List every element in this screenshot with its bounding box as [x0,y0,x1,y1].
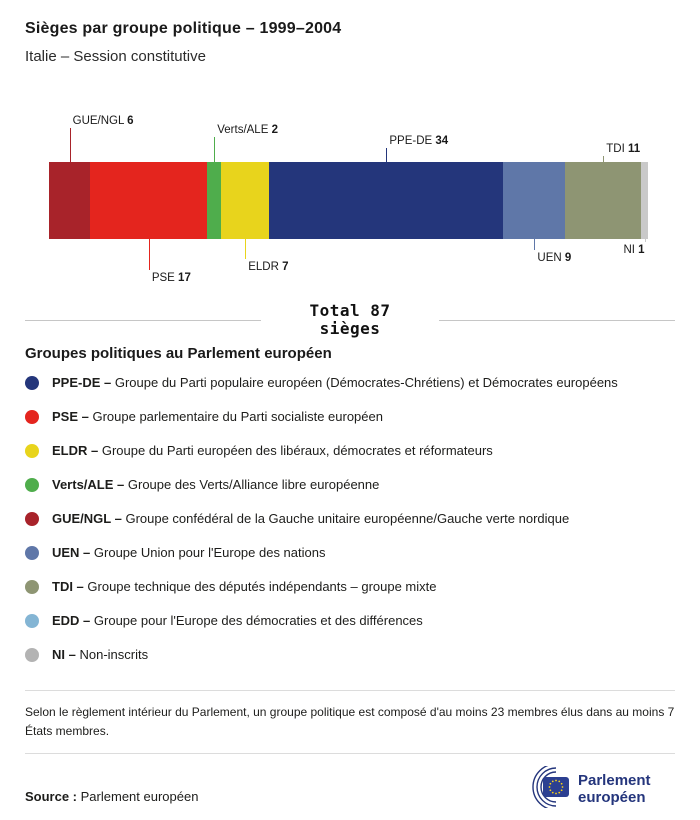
legend-item-pse [25,400,675,434]
bar-segment-gue-ngl [49,162,90,239]
callout-line-verts-ale [214,137,215,162]
callout-line-uen [534,239,535,250]
callout-label-uen: UEN 9 [537,252,572,264]
callout-label-verts-ale: Verts/ALE 2 [217,124,278,136]
callout-label-ni: NI 1 [623,244,645,256]
legend-label: UEN – Groupe Union pour l'Europe des nations [52,545,326,561]
bar-segment-verts-ale [207,162,221,239]
callout-line-tdi [603,156,604,162]
legend-item-edd [25,604,675,638]
legend-item-ni [25,638,675,672]
bar-segment-tdi [565,162,641,239]
legend-swatch-icon [25,580,39,594]
source-label: Source : [25,789,78,805]
page-subtitle: Italie – Session constitutive [25,48,206,65]
legend-swatch-icon [25,478,39,492]
footer [25,766,675,808]
legend-swatch-icon [25,546,39,560]
callout-label-eldr: ELDR 7 [248,261,289,273]
legend-item-eldr [25,434,675,468]
callout-label-pse: PSE 17 [151,272,191,284]
legend-list [25,366,675,672]
page-title: Sièges par groupe politique – 1999–2004 [25,20,342,37]
legend-swatch-icon [25,614,39,628]
legend-item-ppe-de [25,366,675,400]
legend-swatch-icon [25,444,39,458]
legend-item-tdi [25,570,675,604]
footnote: Selon le règlement intérieur du Parlement, un groupe politique est composé d'au moins 23 membres élus dans au moins 7 États membres. [25,704,675,738]
legend-label: NI – Non-inscrits [52,647,149,663]
logo-wordmark-line1: Parlement [578,772,651,790]
bar-segment-ppe-de [269,162,503,239]
source-value: Parlement européen [80,789,199,805]
legend-label: PSE – Groupe parlementaire du Parti socialiste européen [52,409,383,425]
total-rule-right [439,320,675,321]
total-seats-unit: sièges [319,319,381,339]
legend-item-uen [25,536,675,570]
total-seats-value: Total 87 [309,301,391,320]
legend-swatch-icon [25,512,39,526]
legend-item-gue-ngl [25,502,675,536]
bar-segment-ni [641,162,648,239]
legend-heading: Groupes politiques au Parlement européen [25,344,332,362]
stacked-bar [49,162,648,239]
legend-label: TDI – Groupe technique des députés indépendants – groupe mixte [52,579,437,595]
callout-line-ni [645,239,646,242]
divider-bottom [25,753,675,754]
callout-line-gue-ngl [70,128,71,162]
legend-label: GUE/NGL – Groupe confédéral de la Gauche unitaire européenne/Gauche verte nordique [52,511,570,527]
total-seats-row [25,302,675,339]
callout-label-ppe-de: PPE-DE 34 [389,135,449,147]
legend-swatch-icon [25,410,39,424]
callout-line-eldr [245,239,246,259]
legend-item-verts-ale [25,468,675,502]
european-parliament-logo [497,766,675,808]
callout-label-tdi: TDI 11 [606,143,641,155]
legend-label: ELDR – Groupe du Parti européen des libéraux, démocrates et réformateurs [52,443,493,459]
total-rule-left [25,320,261,321]
bar-segment-pse [90,162,207,239]
legend-label: Verts/ALE – Groupe des Verts/Alliance libre européenne [52,477,380,493]
bar-segment-eldr [221,162,269,239]
legend-label: PPE-DE – Groupe du Parti populaire européen (Démocrates-Chrétiens) et Démocrates européens [52,375,618,391]
legend-swatch-icon [25,376,39,390]
legend-label: EDD – Groupe pour l'Europe des démocraties et des différences [52,613,423,629]
chart-area [49,114,648,294]
callout-line-pse [149,239,150,270]
total-seats-label [309,302,390,339]
callout-line-ppe-de [386,148,387,162]
legend-swatch-icon [25,648,39,662]
source-line [25,789,198,808]
callout-label-gue-ngl: GUE/NGL 6 [72,115,134,127]
logo-wordmark-line2: européen [578,789,646,807]
bar-segment-uen [503,162,565,239]
